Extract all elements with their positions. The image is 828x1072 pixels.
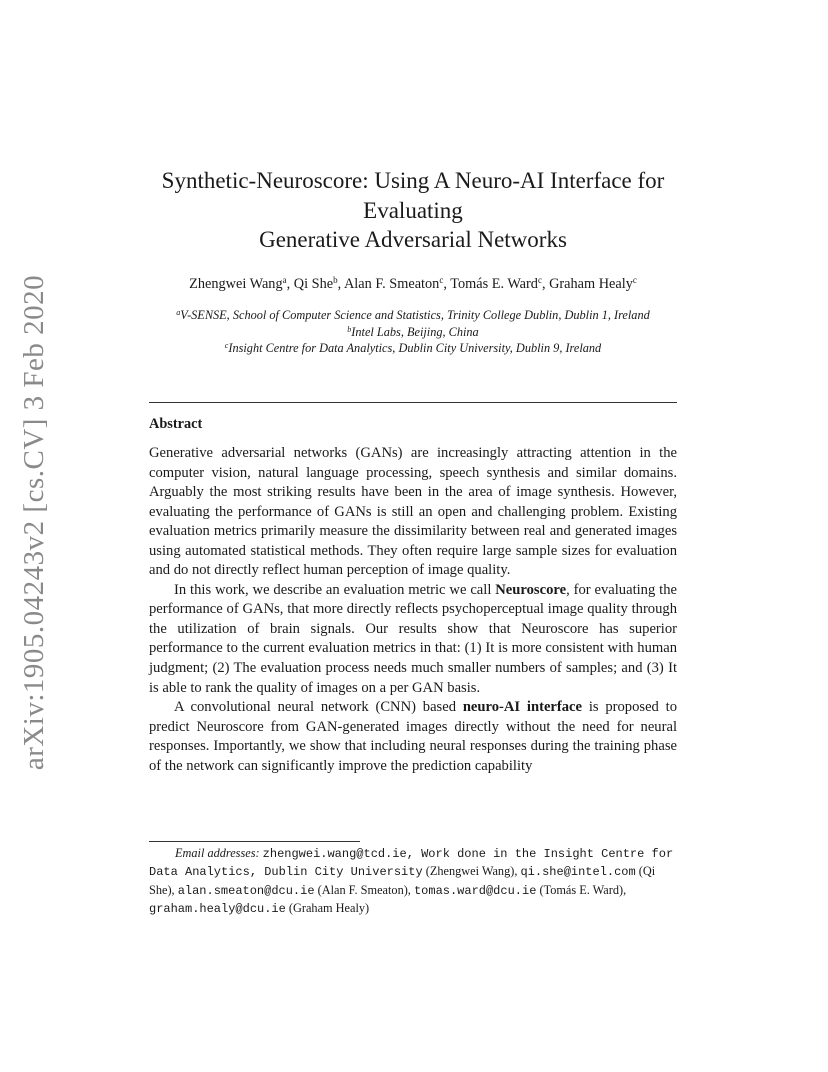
email-address: qi.she@intel.com — [520, 865, 636, 880]
affiliation-text: Intel Labs, Beijing, China — [351, 324, 479, 339]
author-name: Graham Healy — [549, 276, 633, 292]
affiliation — [149, 324, 677, 341]
abstract-top-rule — [149, 402, 677, 403]
affiliation-mark: c — [224, 341, 229, 350]
affiliation — [149, 307, 677, 324]
paragraph-text: , for evaluating the performance of GANs, that more directly reflects psychoperceptual image quality through the utilization of brain signals. Our results show that Neuroscore has superior performance to the current evaluation metrics in that: (1) It is more consistent with human judgment; (2) The evaluation process needs much smaller numbers of samples; and (3) It is able to rank the quality of images on a per GAN basis. — [149, 581, 677, 696]
arxiv-identifier: arXiv:1905.04243v2 [cs.CV] 3 Feb 2020 — [18, 274, 51, 770]
email-owner: (Graham Healy) — [288, 900, 370, 915]
author-affil-mark: b — [333, 275, 338, 285]
author-list — [149, 274, 677, 294]
author-separator: , — [443, 276, 451, 292]
author-separator: , — [337, 276, 344, 292]
paragraph-text: is proposed to predict Neuroscore from GAN-generated images directly without the need for neural responses. Importantly, we show that including neural responses during the training phase of the network can significantly improve the prediction capability — [149, 699, 677, 774]
author-affil-mark: c — [632, 275, 637, 285]
email-address: zhengwei.wang@tcd.ie, Work done in the Insight Centre for Data Analytics, Dublin City University — [149, 847, 674, 880]
abstract-paragraph — [149, 581, 677, 698]
affiliation — [149, 340, 677, 357]
arxiv-side-stamp — [10, 274, 60, 770]
abstract-body — [149, 444, 677, 776]
author-name: Alan F. Smeaton — [343, 276, 440, 292]
footnote-rule — [149, 841, 360, 842]
author-name: Tomás E. Ward — [450, 276, 538, 292]
affiliation-text: Insight Centre for Data Analytics, Dublin City University, Dublin 9, Ireland — [228, 341, 602, 355]
email-owner: (Tomás E. Ward), — [539, 882, 627, 897]
author-name: Qi She — [293, 276, 334, 292]
abstract-paragraph — [149, 698, 677, 776]
affiliation-mark: a — [176, 308, 181, 317]
neuroscore-term: Neuroscore — [495, 581, 567, 598]
affiliation-text: V-SENSE, School of Computer Science and Statistics, Trinity College Dublin, Dublin 1, Ireland — [180, 308, 650, 322]
email-footnote — [149, 845, 677, 918]
email-address: tomas.ward@dcu.ie — [413, 883, 537, 898]
email-address: alan.smeaton@dcu.ie — [177, 883, 315, 898]
title-line: Generative Adversarial Networks — [259, 227, 567, 252]
affiliation-mark: b — [347, 324, 352, 334]
email-owner: (Zhengwei Wang), — [425, 864, 518, 879]
abstract-paragraph: Generative adversarial networks (GANs) are increasingly attracting attention in the computer vision, natural language processing, speech synthesis and similar domains. Arguably the most striking results have been in the area of image synthesis. However, evaluating the performance of GANs is still an open and challenging problem. Existing evaluation metrics primarily measure the dissimilarity between real and generated images using automated statistical methods. They often require large sample sizes for evaluation and do not directly reflect human perception of image quality. — [149, 445, 677, 579]
title-line: Evaluating — [363, 197, 463, 223]
footnote-label: Email addresses: — [175, 846, 260, 860]
abstract-heading: Abstract — [149, 416, 203, 432]
paragraph-text: In this work, we describe an evaluation metric we call — [174, 581, 496, 598]
author-affil-mark: c — [537, 275, 542, 285]
email-owner: (Alan F. Smeaton), — [317, 882, 411, 897]
author-name: Zhengwei Wang — [189, 276, 283, 292]
author-separator: , — [286, 276, 294, 292]
email-owner: (Qi She), — [149, 864, 656, 897]
paper-title — [149, 166, 677, 255]
author-affil-mark: a — [282, 275, 287, 285]
paragraph-text: A convolutional neural network (CNN) based — [174, 699, 463, 716]
neuro-ai-interface-term: neuro-AI interface — [462, 699, 583, 716]
title-line: Synthetic-Neuroscore: Using A Neuro-AI Interface for — [161, 168, 665, 193]
affiliation-list — [149, 307, 677, 357]
email-address: graham.healy@dcu.ie — [149, 901, 286, 916]
author-separator: , — [541, 276, 550, 292]
author-affil-mark: c — [439, 275, 444, 285]
